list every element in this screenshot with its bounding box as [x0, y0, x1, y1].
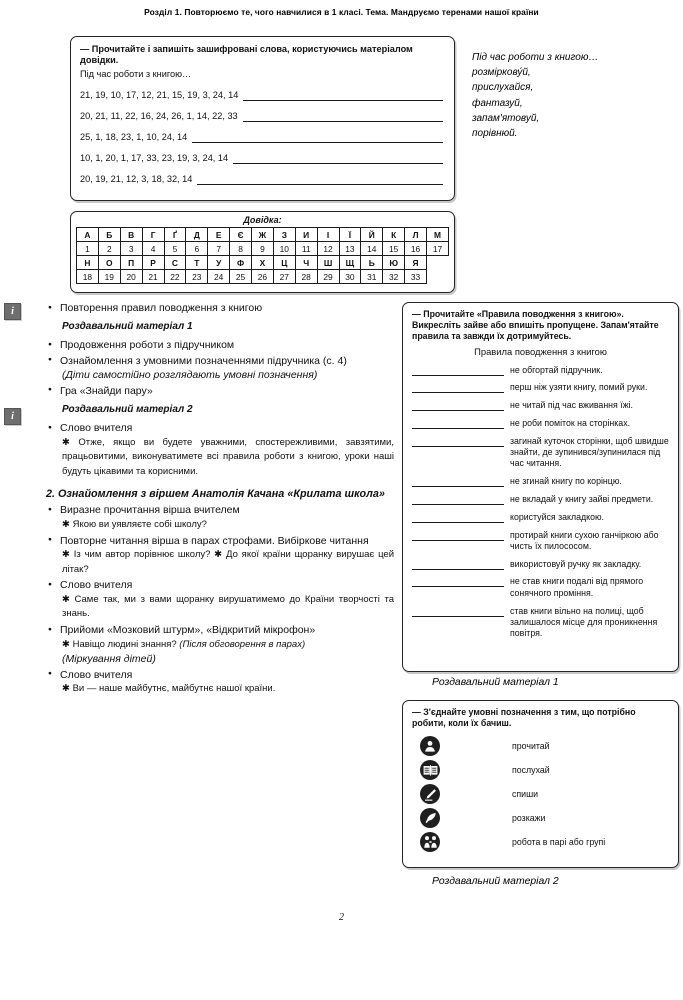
symbol-label: прочитай [512, 741, 550, 752]
cipher-task-instruction: — Прочитайте і запишіть зашифровані слова, користуючись матеріалом довідки. [80, 44, 413, 66]
key-cell-letter: И [295, 228, 317, 242]
rule-text: протирай книги сухою ганчіркою або чисть їх пилососом. [510, 529, 659, 551]
cipher-row [80, 173, 445, 185]
outline-bullet: ● Повторне читання вірша в парах строфами. Вибіркове читання [46, 534, 394, 549]
rule-row [412, 606, 669, 640]
rule-row [412, 559, 669, 570]
key-cell-letter: А [77, 228, 99, 242]
key-table-row [77, 270, 449, 284]
key-cell-letter: У [208, 256, 230, 270]
outline-note: (Діти самостійно розглядають умовні позначення) [62, 369, 318, 382]
rules-handout-box [402, 302, 679, 672]
answer-blank[interactable] [233, 154, 443, 164]
key-table-row [77, 228, 449, 242]
outline-section-heading: 2. Ознайомлення з віршем Анатолія Качана «Крилата школа» [46, 487, 385, 500]
key-cell-number: 29 [317, 270, 339, 284]
outline-bullet: ● Продовження роботи з підручником [46, 338, 394, 353]
rule-row [412, 436, 669, 470]
key-cell-number: 2 [98, 242, 120, 256]
handout-reference: Роздавальний матеріал 2 [62, 403, 193, 415]
rule-answer-blank[interactable] [412, 419, 504, 429]
eye-person-icon [420, 736, 440, 756]
key-cell-letter: К [383, 228, 405, 242]
page-number: 2 [339, 912, 344, 923]
key-cell-letter: Р [142, 256, 164, 270]
key-cell-letter: Й [361, 228, 383, 242]
pencil-icon [420, 784, 440, 804]
key-cell-number: 15 [383, 242, 405, 256]
side-note [472, 50, 672, 141]
rule-row [412, 494, 669, 505]
key-cell-letter: Ь [361, 256, 383, 270]
rule-answer-blank[interactable] [412, 401, 504, 411]
outline-bullet: ● Слово вчителя [46, 668, 394, 683]
info-marker-icon: i [4, 408, 21, 425]
key-cell-letter: Ї [339, 228, 361, 242]
outline-prompt: ✱ Якою ви уявляєте собі школу? [62, 518, 207, 530]
rule-text: перш ніж узяти книгу, помий руки. [510, 382, 648, 393]
key-cell-letter: Ц [273, 256, 295, 270]
symbol-label: робота в парі або групі [512, 837, 606, 848]
answer-blank[interactable] [192, 133, 443, 143]
quill-pen-icon [420, 808, 440, 828]
key-cell-letter: С [164, 256, 186, 270]
rule-answer-blank[interactable] [412, 477, 504, 487]
outline-prompt: ✱ Із чим автор порівнює школу? ✱ До якої країни щоранку вирушає цей літак? [62, 549, 394, 575]
key-cell-letter: П [120, 256, 142, 270]
rule-text: не став книги подалі від прямого сонячного проміння. [510, 576, 644, 598]
handout-caption-2: Роздавальний матеріал 2 [432, 876, 559, 887]
outline-prompt-note: (Після обговорення в парах) [179, 638, 306, 650]
key-cell-number: 11 [295, 242, 317, 256]
key-cell-letter: Т [186, 256, 208, 270]
cipher-row [80, 89, 445, 101]
rule-answer-blank[interactable] [412, 577, 504, 587]
rule-text: не згинай книгу по корінцю. [510, 476, 622, 487]
open-book-icon [420, 760, 440, 780]
cipher-numbers: 25, 1, 18, 23, 1, 10, 24, 14 [80, 131, 188, 142]
rule-row [412, 576, 669, 599]
rule-text: не роби поміток на сторінках. [510, 418, 631, 428]
cipher-task-subtitle: Під час роботи з книгою… [80, 68, 192, 79]
info-marker-icon: i [4, 303, 21, 320]
rule-answer-blank[interactable] [412, 531, 504, 541]
answer-blank[interactable] [243, 112, 443, 122]
key-cell-number: 28 [295, 270, 317, 284]
symbol-row[interactable] [412, 758, 669, 782]
key-cell-letter: Г [142, 228, 164, 242]
key-cell-number: 30 [339, 270, 361, 284]
rule-text: загинай куточок сторінки, щоб швидше знайти, де зупинився/зупинилася під час читання. [510, 435, 669, 469]
cipher-numbers: 20, 19, 21, 12, 3, 18, 32, 14 [80, 173, 193, 184]
cipher-row [80, 131, 445, 143]
cipher-numbers: 21, 19, 10, 17, 12, 21, 15, 19, 3, 24, 14 [80, 89, 239, 100]
key-table-row [77, 242, 449, 256]
key-table-row [77, 256, 449, 270]
key-cell-letter: З [273, 228, 295, 242]
key-cell-number: 1 [77, 242, 99, 256]
key-cell-number: 4 [142, 242, 164, 256]
key-cell-number: 10 [273, 242, 295, 256]
rule-answer-blank[interactable] [412, 607, 504, 617]
outline-prompt: ✱ Ви — наше майбутнє, майбутнє нашої країни. [62, 683, 276, 695]
rules-title: Правила поводження з книгою [474, 345, 607, 357]
key-cell-number: 6 [186, 242, 208, 256]
outline-bullet: ● Гра «Знайди пару» [46, 384, 394, 399]
outline-bullet: ● Прийоми «Мозковий штурм», «Відкритий мікрофон» [46, 623, 394, 638]
key-cell-letter: І [317, 228, 339, 242]
cipher-numbers: 10, 1, 20, 1, 17, 33, 23, 19, 3, 24, 14 [80, 152, 229, 163]
rules-list [412, 365, 669, 640]
symbol-row[interactable] [412, 782, 669, 806]
outline-bullet: ● Ознайомлення з умовними позначеннями підручника (с. 4) [46, 354, 394, 369]
key-cell-number: 9 [252, 242, 274, 256]
key-cell-number: 33 [405, 270, 427, 284]
symbol-row[interactable] [412, 734, 669, 758]
outline-bullet: ● Повторення правил поводження з книгою [46, 301, 394, 316]
cipher-row [80, 152, 445, 164]
outline-prompt-text: ✱ Навіщо людині знання? [62, 638, 180, 650]
outline-note: (Міркування дітей) [62, 653, 156, 666]
rule-row [412, 382, 669, 393]
rule-text: користуйся закладкою. [510, 511, 605, 522]
key-cell-number: 31 [361, 270, 383, 284]
side-note-line: запам'ятовуй, [472, 112, 540, 124]
rule-text: став книги вільно на полиці, щоб залишалося місце для проникнення повітря. [510, 605, 658, 639]
key-cell-letter: Н [77, 256, 99, 270]
outline-bullet: ● Виразне прочитання вірша вчителем [46, 503, 394, 518]
handout-reference: Роздавальний матеріал 1 [62, 320, 193, 332]
rule-answer-blank[interactable] [412, 437, 504, 447]
rule-text: не обгортай підручник. [510, 364, 603, 375]
key-cell-number: 21 [142, 270, 164, 284]
rule-answer-blank[interactable] [412, 366, 504, 376]
cipher-row [80, 110, 445, 122]
cipher-task-box [70, 36, 455, 201]
running-head: Розділ 1. Повторюємо те, чого навчилися в 1 класі. Тема. Мандруємо теренами нашої країни [144, 7, 539, 17]
side-note-title: Під час роботи з книгою… [472, 52, 599, 63]
rule-answer-blank[interactable] [412, 383, 504, 393]
key-cell-number: 12 [317, 242, 339, 256]
key-cell-letter: В [120, 228, 142, 242]
rule-text: не вкладай у книгу зайві предмети. [510, 493, 654, 504]
key-cell-empty [427, 270, 449, 284]
key-cell-letter: Щ [339, 256, 361, 270]
rules-instruction: — Прочитайте «Правила поводження з книгою». Викресліть зайве або впишіть пропущене. Запам'ятайте правила та завжди їх дотримуйтесь. [412, 309, 659, 342]
rule-row [412, 365, 669, 376]
key-cell-number: 5 [164, 242, 186, 256]
rule-row [412, 530, 669, 553]
alphabet-key-table [76, 227, 449, 284]
key-cell-number: 19 [98, 270, 120, 284]
key-cell-letter: Д [186, 228, 208, 242]
rule-row [412, 512, 669, 523]
key-cell-letter: Ф [230, 256, 252, 270]
side-note-line: порівнюй. [472, 128, 518, 140]
symbol-row[interactable] [412, 806, 669, 830]
rule-row [412, 418, 669, 429]
key-cell-number: 32 [383, 270, 405, 284]
key-cell-number: 7 [208, 242, 230, 256]
key-cell-number: 23 [186, 270, 208, 284]
key-cell-number: 3 [120, 242, 142, 256]
side-note-line: прислухайся, [472, 82, 534, 94]
rule-answer-blank[interactable] [412, 560, 504, 570]
symbols-list [412, 734, 669, 854]
symbols-instruction: — З'єднайте умовні позначення з тим, що потрібно робити, коли їх бачиш. [412, 707, 636, 729]
key-cell-number: 8 [230, 242, 252, 256]
rule-row [412, 400, 669, 411]
key-cell-number: 27 [273, 270, 295, 284]
key-cell-letter: Ю [383, 256, 405, 270]
side-note-line: фантазуй, [472, 97, 523, 109]
rule-text: не читай під час вживання їжі. [510, 400, 633, 411]
key-table-title: Довідка: [243, 215, 282, 225]
cipher-numbers: 20, 21, 11, 22, 16, 24, 26, 1, 14, 22, 33 [80, 110, 238, 121]
key-cell-letter: Е [208, 228, 230, 242]
handout-caption-1: Роздавальний матеріал 1 [432, 677, 559, 688]
symbol-label: послухай [512, 765, 550, 776]
key-cell-number: 14 [361, 242, 383, 256]
alphabet-key-box [70, 211, 455, 293]
symbols-handout-box [402, 700, 679, 868]
key-cell-number: 26 [252, 270, 274, 284]
outline-bullet: ● Слово вчителя [46, 578, 394, 593]
key-cell-number: 18 [77, 270, 99, 284]
two-people-icon [420, 832, 440, 852]
key-cell-letter: Л [405, 228, 427, 242]
lesson-outline [46, 300, 394, 697]
side-note-line: розміркову́й, [472, 67, 531, 79]
key-cell-empty [427, 256, 449, 270]
key-cell-number: 25 [230, 270, 252, 284]
key-cell-number: 20 [120, 270, 142, 284]
key-cell-letter: Я [405, 256, 427, 270]
key-cell-letter: М [427, 228, 449, 242]
rule-text: використовуй ручку як закладку. [510, 558, 642, 569]
key-cell-letter: Є [230, 228, 252, 242]
symbol-label: спиши [512, 789, 539, 800]
rule-answer-blank[interactable] [412, 495, 504, 505]
key-cell-letter: Х [252, 256, 274, 270]
key-cell-letter: Ґ [164, 228, 186, 242]
outline-prompt: ✱ Саме так, ми з вами щоранку вирушатимемо до Країни творчості та знань. [62, 593, 394, 620]
key-cell-letter: О [98, 256, 120, 270]
key-cell-letter: Ж [252, 228, 274, 242]
key-cell-letter: Ш [317, 256, 339, 270]
symbol-row[interactable] [412, 830, 669, 854]
rule-row [412, 476, 669, 487]
answer-blank[interactable] [197, 175, 443, 185]
outline-prompt [46, 638, 394, 653]
key-cell-number: 17 [427, 242, 449, 256]
key-cell-number: 22 [164, 270, 186, 284]
answer-blank[interactable] [243, 91, 443, 101]
key-cell-letter: Ч [295, 256, 317, 270]
outline-prompt: ✱ Отже, якщо ви будете уважними, спостережливими, завзятими, працьовитими, виконуватимете всі правила роботи з книгою, уроки наші будуть цікавими та корисними. [62, 436, 394, 477]
symbol-label: розкажи [512, 813, 546, 824]
key-cell-letter: Б [98, 228, 120, 242]
outline-bullet: ● Слово вчителя [46, 421, 394, 436]
key-cell-number: 24 [208, 270, 230, 284]
key-cell-number: 13 [339, 242, 361, 256]
key-cell-number: 16 [405, 242, 427, 256]
rule-answer-blank[interactable] [412, 513, 504, 523]
